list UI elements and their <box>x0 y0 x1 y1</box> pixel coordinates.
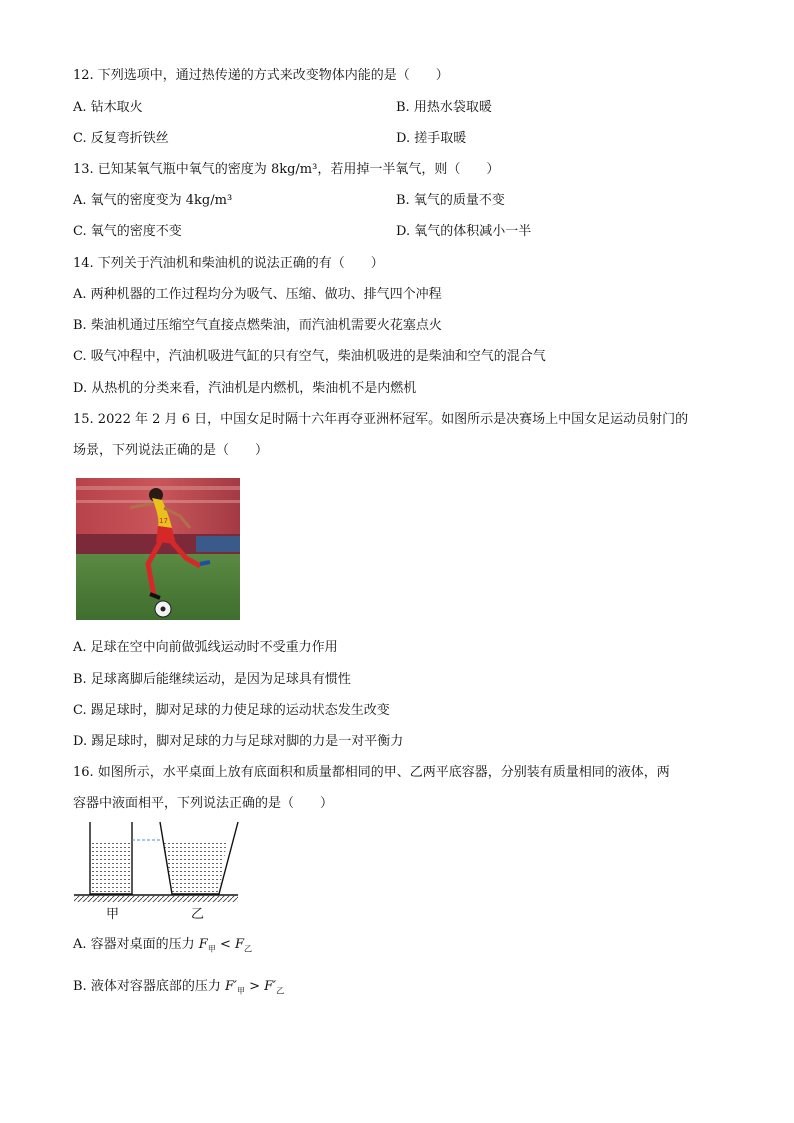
force-symbol: F′ <box>264 979 277 994</box>
q15-option-a: A. 足球在空中向前做弧线运动时不受重力作用 <box>73 640 338 655</box>
q16-stem-line2: 容器中液面相平，下列说法正确的是（ ） <box>73 796 334 811</box>
q15-option-d: D. 踢足球时，脚对足球的力与足球对脚的力是一对平衡力 <box>73 734 404 749</box>
q13-option-b: B. 氧气的质量不变 <box>396 193 505 208</box>
q15-stem-line1: 15. 2022 年 2 月 6 日，中国女足时隔十六年再夺亚洲杯冠军。如图所示是决赛场上中国女足运动员射门的 <box>73 412 689 427</box>
subscript: 乙 <box>276 986 285 996</box>
q12-option-b: B. 用热水袋取暖 <box>396 100 492 115</box>
subscript: 甲 <box>236 986 245 996</box>
subscript: 乙 <box>244 944 253 954</box>
label-yi: 乙 <box>191 907 205 922</box>
q12-stem: 12. 下列选项中，通过热传递的方式来改变物体内能的是（ ） <box>73 68 449 83</box>
q16-option-b <box>73 978 284 1001</box>
q15-stem-line2: 场景，下列说法正确的是（ ） <box>73 443 269 458</box>
operator: < <box>215 937 235 952</box>
force-symbol: F <box>235 937 245 952</box>
q13-option-a: A. 氧气的密度变为 4kg/m³ <box>73 193 233 208</box>
q13-stem: 13. 已知某氧气瓶中氧气的密度为 8kg/m³，若用掉一半氧气，则（ ） <box>73 162 500 177</box>
q13-option-d: D. 氧气的体积减小一半 <box>396 224 532 239</box>
jersey-number: 17 <box>159 517 168 525</box>
containers-diagram <box>72 818 242 924</box>
q15-option-b: B. 足球离脚后能继续运动，是因为足球具有惯性 <box>73 672 351 687</box>
q13-option-c: C. 氧气的密度不变 <box>73 224 182 239</box>
q14-option-c: C. 吸气冲程中，汽油机吸进气缸的只有空气，柴油机吸进的是柴油和空气的混合气 <box>73 349 546 364</box>
q14-option-a: A. 两种机器的工作过程均分为吸气、压缩、做功、排气四个冲程 <box>73 287 442 302</box>
q14-option-b: B. 柴油机通过压缩空气直接点燃柴油，而汽油机需要火花塞点火 <box>73 318 442 333</box>
force-symbol: F <box>198 937 208 952</box>
force-symbol: F′ <box>224 979 237 994</box>
q12-option-a: A. 钻木取火 <box>73 100 143 115</box>
subscript: 甲 <box>207 944 216 954</box>
label-jia: 甲 <box>106 907 120 922</box>
operator: > <box>244 979 265 994</box>
q16-option-a <box>73 936 252 959</box>
q14-option-d: D. 从热机的分类来看，汽油机是内燃机，柴油机不是内燃机 <box>73 381 417 396</box>
q16-stem-line1: 16. 如图所示，水平桌面上放有底面积和质量都相同的甲、乙两平底容器，分别装有质量相同的液体，两 <box>73 765 670 780</box>
q15-option-c: C. 踢足球时，脚对足球的力使足球的运动状态发生改变 <box>73 703 390 718</box>
q16-option-b-text: B. 液体对容器底部的压力 <box>73 979 225 994</box>
soccer-player-photo <box>76 478 240 620</box>
q16-option-a-text: A. 容器对桌面的压力 <box>73 937 199 952</box>
q12-option-d: D. 搓手取暖 <box>396 131 467 146</box>
q14-stem: 14. 下列关于汽油机和柴油机的说法正确的有（ ） <box>73 256 384 271</box>
q12-option-c: C. 反复弯折铁丝 <box>73 131 169 146</box>
